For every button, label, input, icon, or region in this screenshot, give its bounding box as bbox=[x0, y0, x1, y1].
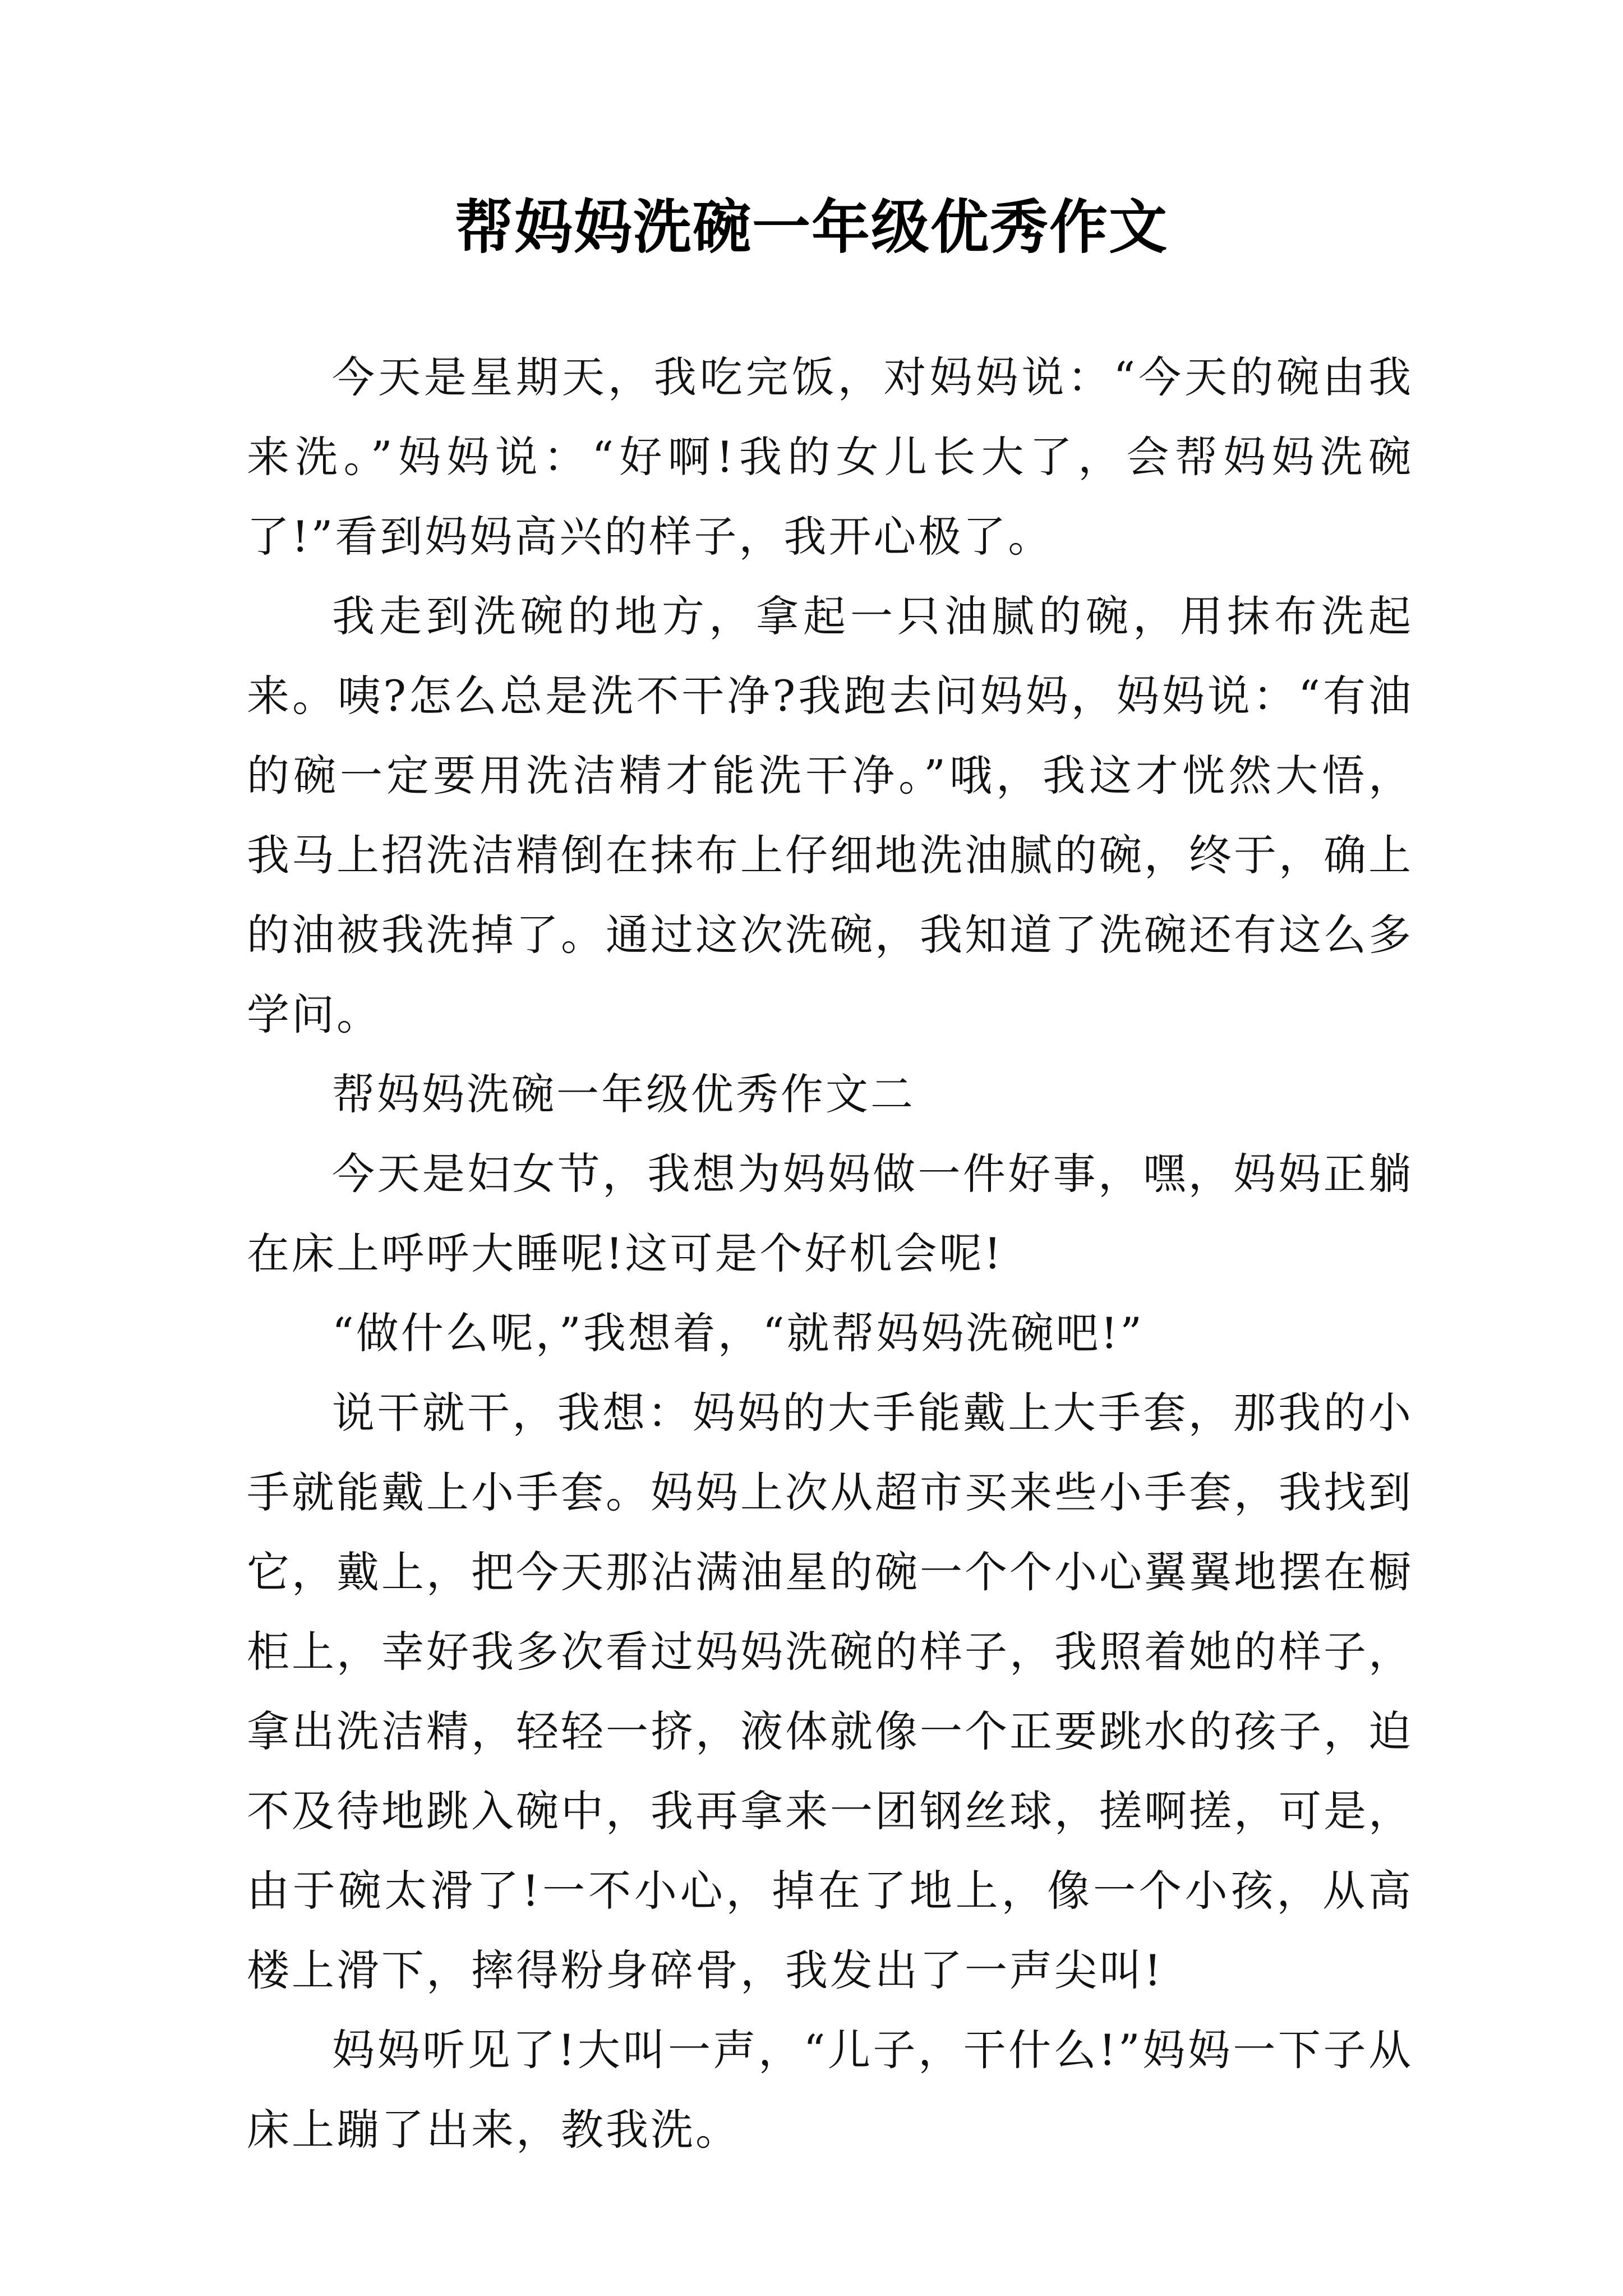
paragraph: 妈妈听见了!大叫一声，“儿子，干什么!”妈妈一下子从床上蹦了出来，教我洗。 bbox=[247, 2025, 1413, 2155]
section-heading: 帮妈妈洗碗一年级优秀作文二 bbox=[332, 1069, 915, 1119]
document-body bbox=[247, 338, 1413, 2170]
paragraph: 今天是妇女节，我想为妈妈做一件好事，嘿，妈妈正躺在床上呼呼大睡呢!这可是个好机会呢! bbox=[247, 1149, 1413, 1278]
paragraph: 说干就干，我想：妈妈的大手能戴上大手套，那我的小手就能戴上小手套。妈妈上次从超市买来些小手套，我找到它，戴上，把今天那沾满油星的碗一个个小心翼翼地摆在橱柜上，幸好我多次看过妈妈洗碗的样子，我照着她的样子，拿出洗洁精，轻轻一挤，液体就像一个正要跳水的孩子，迫不及待地跳入碗中，我再拿来一团钢丝球，搓啊搓，可是，由于碗太滑了!一不小心，掉在了地上，像一个小孩，从高楼上滑下，摔得粉身碎骨，我发出了一声尖叫! bbox=[247, 1388, 1413, 1995]
paragraph: 我走到洗碗的地方，拿起一只油腻的碗，用抹布洗起来。咦?怎么总是洗不干净?我跑去问妈妈，妈妈说：“有油的碗一定要用洗洁精才能洗干净。”哦，我这才恍然大悟，我马上招洗洁精倒在抹布上仔细地洗油腻的碗，终于，确上的油被我洗掉了。通过这次洗碗，我知道了洗碗还有这么多学问。 bbox=[247, 591, 1413, 1039]
paragraph: “做什么呢，”我想着，“就帮妈妈洗碗吧!” bbox=[332, 1308, 1144, 1358]
document-title: 帮妈妈洗碗一年级优秀作文 bbox=[454, 192, 1168, 261]
paragraph: 今天是星期天，我吃完饭，对妈妈说：“今天的碗由我来洗。”妈妈说：“好啊!我的女儿长大了，会帮妈妈洗碗了!”看到妈妈高兴的样子，我开心极了。 bbox=[247, 352, 1413, 562]
